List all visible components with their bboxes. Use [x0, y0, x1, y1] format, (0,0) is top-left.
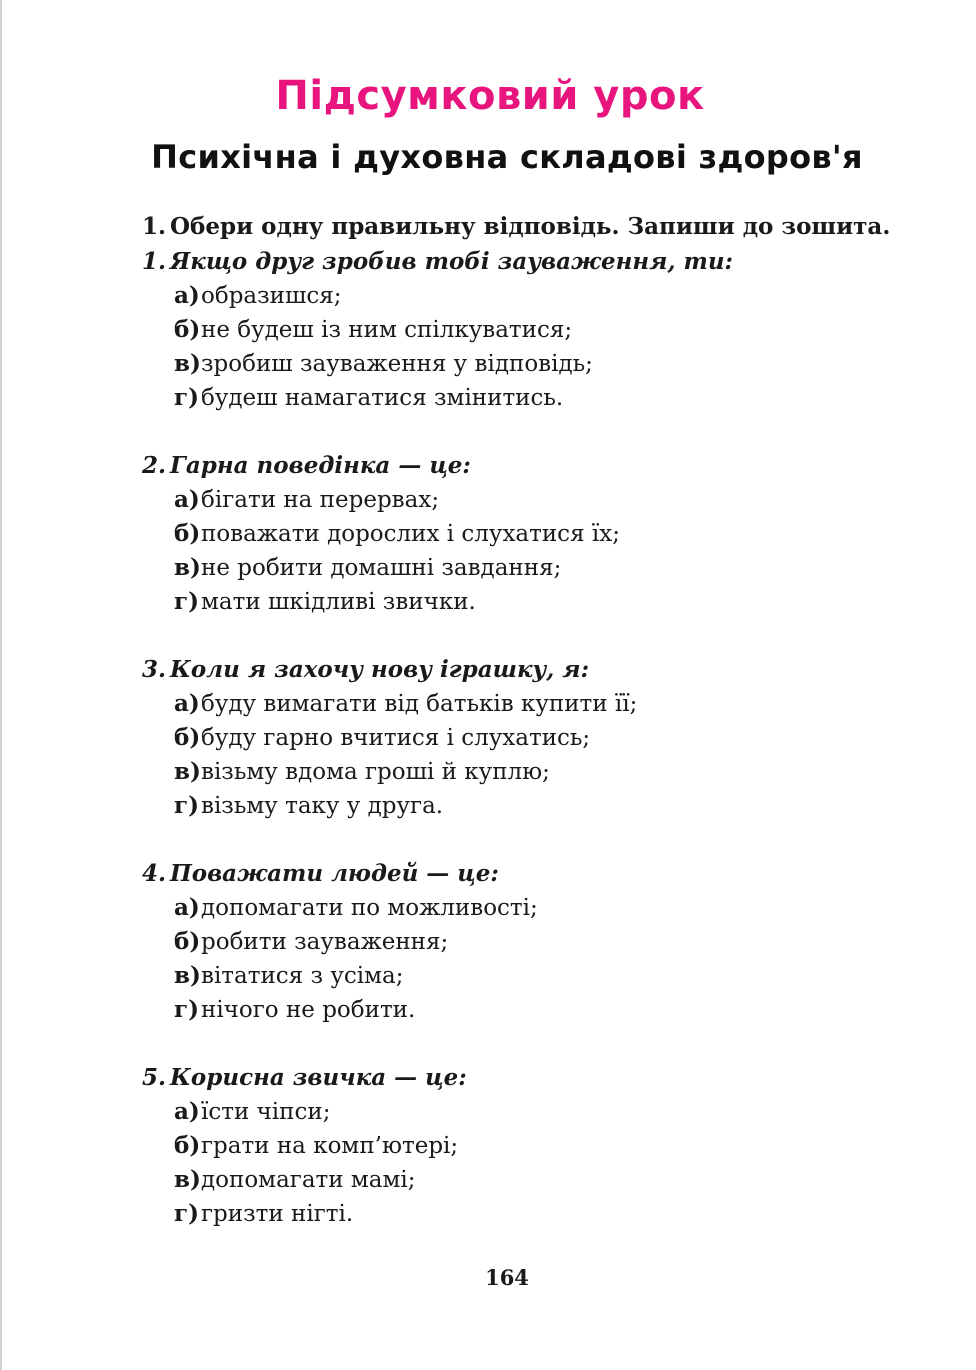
option-text: грати на комп’ютері; [201, 1133, 459, 1159]
spacer [142, 619, 922, 653]
answer-option [142, 789, 922, 823]
question-text: Коли я захочу нову іграшку, я: [170, 656, 590, 683]
question-text: Якщо друг зробив тобі зауваження, ти: [170, 248, 734, 275]
option-letter: в) [174, 1166, 201, 1193]
answer-option [142, 1197, 922, 1231]
answer-option [142, 313, 922, 347]
answer-option [142, 755, 922, 789]
question-number: 2. [142, 452, 167, 479]
task-text: Обери одну правильну відповідь. Запиши до зошита. [170, 213, 891, 240]
question-text: Поважати людей — це: [170, 860, 499, 887]
option-letter: г) [174, 384, 199, 411]
question-number: 5. [142, 1064, 167, 1091]
question-text: Корисна звичка — це: [170, 1064, 467, 1091]
answer-option [142, 517, 922, 551]
option-text: буду вимагати від батьків купити її; [201, 691, 638, 717]
option-letter: г) [174, 792, 199, 819]
question-number: 4. [142, 860, 167, 887]
option-letter: в) [174, 350, 201, 377]
option-letter: б) [174, 520, 201, 547]
answer-option [142, 1163, 922, 1197]
option-letter: а) [174, 282, 200, 309]
answer-option [142, 891, 922, 925]
question-heading [142, 1061, 922, 1095]
option-letter: б) [174, 724, 201, 751]
option-text: не робити домашні завдання; [201, 555, 562, 581]
option-letter: г) [174, 996, 199, 1023]
answer-option [142, 1129, 922, 1163]
option-text: допомагати по можливості; [201, 895, 538, 921]
answer-option [142, 483, 922, 517]
task-instruction [142, 209, 922, 245]
answer-option [142, 585, 922, 619]
spacer [142, 415, 922, 449]
option-text: не будеш із ним спілкуватися; [201, 317, 573, 343]
answer-option [142, 721, 922, 755]
option-text: буду гарно вчитися і слухатись; [201, 725, 591, 751]
option-text: їсти чіпси; [201, 1099, 331, 1125]
option-letter: в) [174, 758, 201, 785]
question-text: Гарна поведінка — це: [170, 452, 471, 479]
option-letter: г) [174, 588, 199, 615]
answer-option [142, 347, 922, 381]
page-number: 164 [485, 1265, 529, 1290]
option-letter: в) [174, 962, 201, 989]
option-letter: а) [174, 486, 200, 513]
question-4 [142, 857, 922, 1027]
answer-option [142, 687, 922, 721]
option-letter: а) [174, 690, 200, 717]
question-number: 3. [142, 656, 167, 683]
option-text: будеш намагатися змінитись. [201, 385, 564, 411]
question-heading [142, 245, 922, 279]
option-text: візьму вдома гроші й куплю; [201, 759, 550, 785]
option-text: гризти нігті. [201, 1201, 354, 1227]
option-text: поважати дорослих і слухатися їх; [201, 521, 620, 547]
task-number: 1. [142, 213, 167, 240]
option-letter: а) [174, 1098, 200, 1125]
answer-option [142, 279, 922, 313]
question-1 [142, 245, 922, 415]
spacer [142, 1027, 922, 1061]
answer-option [142, 381, 922, 415]
option-text: мати шкідливі звички. [201, 589, 476, 615]
page-title: Підсумковий урок [275, 73, 705, 119]
answer-option [142, 925, 922, 959]
option-letter: б) [174, 1132, 201, 1159]
option-text: образишся; [201, 283, 342, 309]
option-letter: в) [174, 554, 201, 581]
answer-option [142, 959, 922, 993]
question-number: 1. [142, 248, 167, 275]
option-letter: б) [174, 316, 201, 343]
option-text: допомагати мамі; [201, 1167, 416, 1193]
option-text: нічого не робити. [201, 997, 416, 1023]
question-3 [142, 653, 922, 823]
answer-option [142, 1095, 922, 1129]
option-text: зробиш зауваження у відповідь; [201, 351, 593, 377]
option-text: вітатися з усіма; [201, 963, 404, 989]
page-subtitle: Психічна і духовна складові здоров'я [151, 138, 863, 176]
option-text: бігати на перервах; [201, 487, 440, 513]
question-heading [142, 449, 922, 483]
option-letter: г) [174, 1200, 199, 1227]
option-letter: б) [174, 928, 201, 955]
answer-option [142, 551, 922, 585]
question-heading [142, 653, 922, 687]
question-heading [142, 857, 922, 891]
exercise-content [142, 209, 922, 1231]
option-text: робити зауваження; [201, 929, 449, 955]
option-letter: а) [174, 894, 200, 921]
option-text: візьму таку у друга. [201, 793, 444, 819]
question-5 [142, 1061, 922, 1231]
spacer [142, 823, 922, 857]
question-2 [142, 449, 922, 619]
answer-option [142, 993, 922, 1027]
